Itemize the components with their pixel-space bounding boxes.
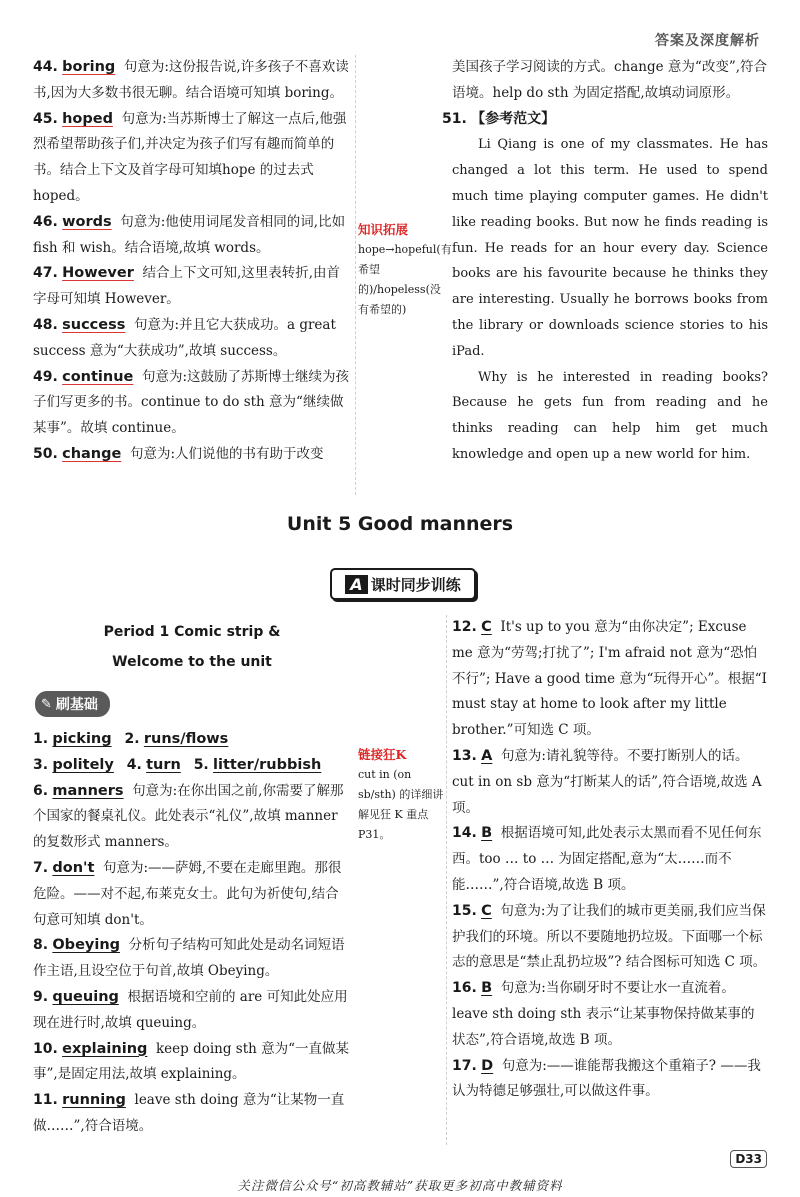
answer-word: words	[62, 213, 112, 230]
bottom-right-column	[452, 615, 768, 1105]
answer-entry-7: 7. don't 句意为:——萨姆,不要在走廊里跑。那很危险。——对不起,布莱克女士。此句为祈使句,结合句意可知填 don't。	[33, 859, 342, 928]
answer-entry-16: 16. B 句意为:当你刷牙时不要让水一直流着。leave sth doing sth 表示“让某事物保持做某事的状态”,符合语境,故选 B 项。	[452, 980, 755, 1048]
answer-entry-48: 48. success 句意为:并且它大获成功。a great success 意为“大获成功”,故填 success。	[33, 316, 336, 359]
answer-entry-13: 13. A 句意为:请礼貌等待。不要打断别人的话。cut in on sb 意为“打断某人的话”,符合语境,故选 A 项。	[452, 747, 762, 816]
answer-entry-44: 44. boring 句意为:这份报告说,许多孩子不喜欢读书,因为大多数书很无聊。结合语境可知填 boring。	[33, 59, 349, 101]
answer-entry-46: 46. words 句意为:他使用词尾发音相同的词,比如 fish 和 wish。结合语境,故填 words。	[33, 213, 346, 256]
answer-word: boring	[62, 59, 116, 75]
side-note-tag: 链接狂K	[358, 747, 407, 762]
pencil-icon: ✎	[41, 696, 52, 712]
answer-entry-6: 6. manners 句意为:在你出国之前,你需要了解那个国家的餐桌礼仪。此处表示“礼仪”,故填 manner 的复数形式 manners。	[33, 782, 344, 851]
banner-letter: A	[345, 575, 367, 594]
explanation: 结合上下文可知,这里表转折,由首字母可知填 However。	[33, 265, 341, 308]
answer-word: success	[62, 316, 126, 333]
essay-heading-line: 51. 【参考范文】	[442, 110, 556, 127]
answer-entry-12: 12. C It's up to you 意为“由你决定”; Excuse me 意为“劳驾;打扰了”; I'm afraid not 意为“恐怕不行”; Have a good time 意为“玩得开心”。根据“I must stay at home to look after my little brother.”可知选 C 项。	[452, 619, 768, 739]
answer-entry-15: 15. C 句意为:为了让我们的城市更美丽,我们应当保护我们的环境。所以不要随地扔垃圾。下面哪一个标志的意思是“禁止乱扔垃圾”? 结合图标可知选 C 项。	[452, 902, 767, 971]
answer-word: change	[62, 445, 122, 462]
section-banner	[330, 568, 476, 600]
explanation: 句意为:当苏斯博士了解这一点后,他强烈希望帮助孩子们,并决定为孩子们写有趣而简单的书。结合上下文及首字母可知填hope 的过去式 hoped。	[33, 110, 347, 204]
answer-entry-11: 11. running leave sth doing 意为“让某物一直做……”,符合语境。	[33, 1092, 345, 1134]
explanation: 句意为:并且它大获成功。a great success 意为“大获成功”,故填 success。	[33, 316, 336, 359]
bottom-left-column	[33, 615, 351, 1140]
answer-entry-45: 45. hoped 句意为:当苏斯博士了解这一点后,他强烈希望帮助孩子们,并决定为孩子们写有趣而简单的书。结合上下文及首字母可知填hope 的过去式 hoped。	[33, 110, 347, 204]
side-note-knowledge	[358, 220, 452, 320]
explanation: 句意为:他使用词尾发音相同的词,比如 fish 和 wish。结合语境,故填 words。	[33, 213, 346, 256]
side-note-text: cut in (on sb/sth) 的详细讲解见狂 K 重点 P31。	[358, 768, 444, 841]
answer-entry-17: 17. D 句意为:——谁能帮我搬这个重箱子? ——我认为特德足够强壮,可以做这件事。	[452, 1057, 761, 1100]
header-title: 答案及深度解析	[655, 33, 760, 49]
explanation: 句意为:这鼓励了苏斯博士继续为孩子们写更多的书。continue to do sth 意为“继续做某事”。故填 continue。	[33, 368, 350, 437]
answer-entry-14: 14. B 根据语境可知,此处表示太黑而看不见任何东西。too … to … 为固定搭配,意为“太……而不能……”,符合语境,故选 B 项。	[452, 825, 762, 893]
banner-label: 课时同步训练	[370, 575, 461, 594]
column-divider-top	[355, 55, 356, 495]
answer-word: However	[62, 265, 134, 282]
answer-entry-50: 50. change 句意为:人们说他的书有助于改变	[33, 445, 324, 462]
answer-entry-49: 49. continue 句意为:这鼓励了苏斯博士继续为孩子们写更多的书。continue to do sth 意为“继续做某事”。故填 continue。	[33, 368, 350, 437]
side-note-link	[358, 745, 446, 845]
answer-entry-8: 8. Obeying 分析句子结构可知此处是动名词短语作主语,且设空位于句首,故填 Obeying。	[33, 937, 345, 980]
top-right-column	[442, 55, 768, 468]
answer-word: continue	[62, 368, 134, 385]
quick-answers-row: 3. politely 4. turn 5. litter/rubbish	[33, 756, 322, 773]
top-left-column	[33, 55, 351, 468]
page-number: D33	[730, 1150, 767, 1168]
quick-answers-row: 1. picking 2. runs/flows	[33, 731, 229, 747]
basics-badge: ✎ 刷基础	[35, 691, 110, 717]
column-divider-bottom	[446, 615, 447, 1145]
footer-note: 关注微信公众号“初高教辅站”获取更多初高中教辅资料	[237, 1178, 563, 1193]
answer-word: hoped	[62, 110, 113, 127]
answer-entry-47: 47. However 结合上下文可知,这里表转折,由首字母可知填 However。	[33, 265, 341, 308]
answer-entry-10: 10. explaining keep doing sth 意为“一直做某事”,是固定用法,故填 explaining。	[33, 1040, 350, 1083]
explanation: 句意为:这份报告说,许多孩子不喜欢读书,因为大多数书很无聊。结合语境可知填 boring。	[33, 59, 349, 101]
side-note-text: hope→hopeful(有希望的)/hopeless(没有希望的)	[358, 243, 452, 316]
essay-paragraph: Li Qiang is one of my classmates. He has changed a lot this term. He used to spend much time playing computer games. He didn't like reading books. But now he finds reading is fun. He reads for an hour every day. Science books are his favourite because he thinks they are interesting. Usually he borrows books from the library or downloads science stories to his iPad.	[452, 137, 768, 359]
period-title: Period 1 Comic strip & Welcome to the unit	[103, 624, 281, 670]
model-essay	[452, 132, 768, 467]
unit-title: Unit 5 Good manners	[286, 513, 514, 535]
continuation-50: 美国孩子学习阅读的方式。change 意为“改变”,符合语境。help do sth 为固定搭配,故填动词原形。	[452, 59, 768, 101]
essay-paragraph: Why is he interested in reading books? Because he gets fun from reading and he thinks reading can help him get much knowledge and open up a new world for him.	[452, 369, 768, 462]
answer-entry-9: 9. queuing 根据语境和空前的 are 可知此处应用现在进行时,故填 queuing。	[33, 988, 348, 1031]
side-note-tag: 知识拓展	[358, 222, 409, 237]
explanation: 句意为:人们说他的书有助于改变	[129, 445, 324, 462]
essay-heading: 【参考范文】	[471, 110, 556, 127]
